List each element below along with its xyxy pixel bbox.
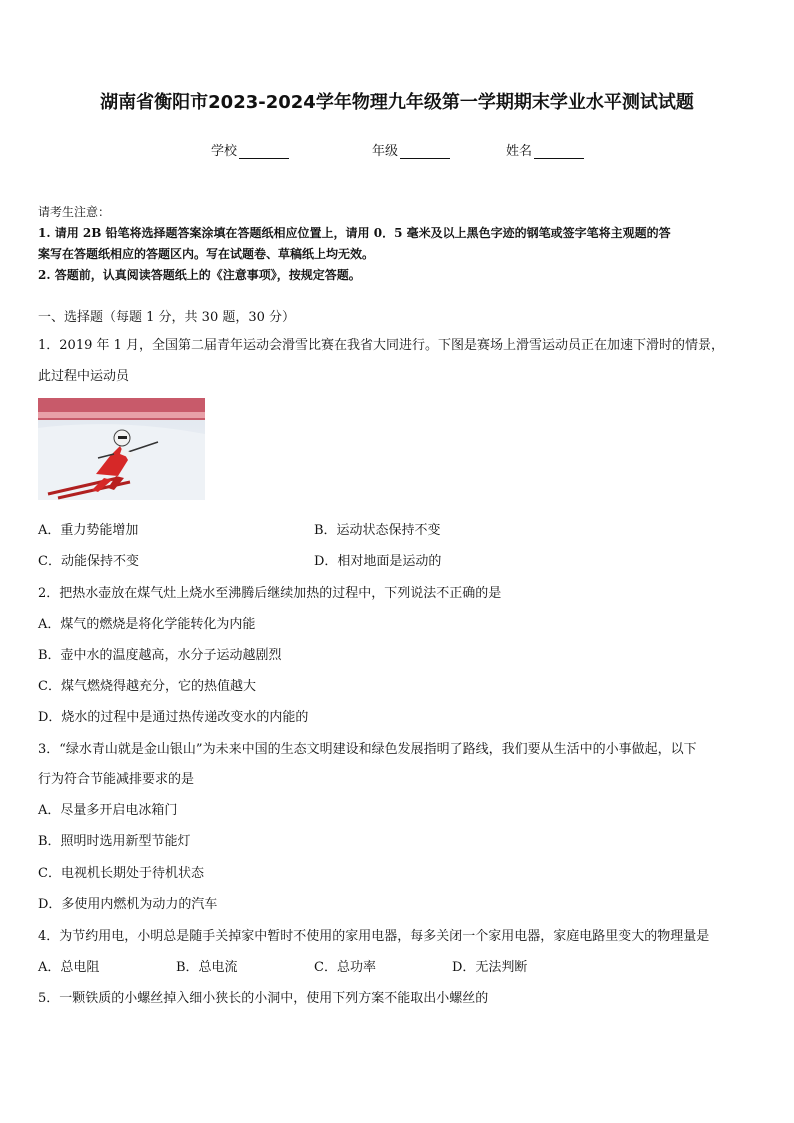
notice-item-2: 2. 答题前，认真阅读答题纸上的《注意事项》，按规定答题。 — [38, 268, 361, 282]
school-blank — [239, 145, 289, 159]
q2-option-a: A．煤气的燃烧是将化学能转化为内能 — [38, 617, 256, 632]
q4-option-d: D．无法判断 — [452, 960, 528, 975]
q2-option-c: C．煤气燃烧得越充分，它的热值越大 — [38, 679, 256, 694]
q4-option-c: C．总功率 — [314, 960, 376, 975]
name-blank — [534, 145, 584, 159]
q3-stem-cont: 行为符合节能减排要求的是 — [38, 772, 195, 787]
q1-option-c: C．动能保持不变 — [38, 554, 139, 569]
q3-option-c: C．电视机长期处于待机状态 — [38, 866, 204, 881]
section-heading: 一、选择题（每题 1 分，共 30 题，30 分） — [38, 310, 296, 325]
school-label: 学校 — [211, 144, 238, 159]
q1-option-d: D．相对地面是运动的 — [314, 554, 442, 569]
q3-option-a: A．尽量多开启电冰箱门 — [38, 803, 178, 818]
school-field — [211, 140, 289, 159]
notice-heading: 请考生注意： — [38, 205, 111, 219]
q2-stem: 2．把热水壶放在煤气灶上烧水至沸腾后继续加热的过程中，下列说法不正确的是 — [38, 586, 502, 601]
q3-option-b: B．照明时选用新型节能灯 — [38, 834, 191, 849]
q4-stem: 4．为节约用电，小明总是随手关掉家中暂时不使用的家用电器，每多关闭一个家用电器，家庭电路里变大的物理量是 — [38, 929, 710, 944]
q3-option-d: D．多使用内燃机为动力的汽车 — [38, 897, 218, 912]
q1-stem: 1．2019 年 1 月，全国第二届青年运动会滑雪比赛在我省大同进行。下图是赛场上滑雪运动员正在加速下滑时的情景， — [38, 338, 725, 353]
q4-option-a: A．总电阻 — [38, 960, 100, 975]
q1-option-a: A．重力势能增加 — [38, 523, 139, 538]
exam-title: 湖南省衡阳市2023-2024学年物理九年级第一学期期末学业水平测试试题 — [100, 92, 694, 113]
q2-option-b: B．壶中水的温度越高，水分子运动越剧烈 — [38, 648, 282, 663]
q4-option-b: B．总电流 — [176, 960, 238, 975]
name-field — [506, 140, 584, 159]
skier-photo — [38, 398, 205, 500]
q3-stem: 3．“绿水青山就是金山银山”为未来中国的生态文明建设和绿色发展指明了路线，我们要从生活中的小事做起，以下 — [38, 742, 697, 757]
grade-label: 年级 — [372, 144, 399, 159]
name-label: 姓名 — [506, 144, 533, 159]
q1-option-b: B．运动状态保持不变 — [314, 523, 441, 538]
q1-stem-cont: 此过程中运动员 — [38, 369, 130, 384]
grade-blank — [400, 145, 450, 159]
q2-option-d: D．烧水的过程中是通过热传递改变水的内能的 — [38, 710, 309, 725]
notice-item-1: 1. 请用 2B 铅笔将选择题答案涂填在答题纸相应位置上，请用 0．5 毫米及以上黑色字迹的钢笔或签字笔将主观题的答 — [38, 226, 671, 240]
q5-stem: 5．一颗铁质的小螺丝掉入细小狭长的小洞中，使用下列方案不能取出小螺丝的 — [38, 991, 489, 1006]
grade-field — [372, 140, 450, 159]
notice-item-1-cont: 案写在答题纸相应的答题区内。写在试题卷、草稿纸上均无效。 — [38, 247, 375, 261]
